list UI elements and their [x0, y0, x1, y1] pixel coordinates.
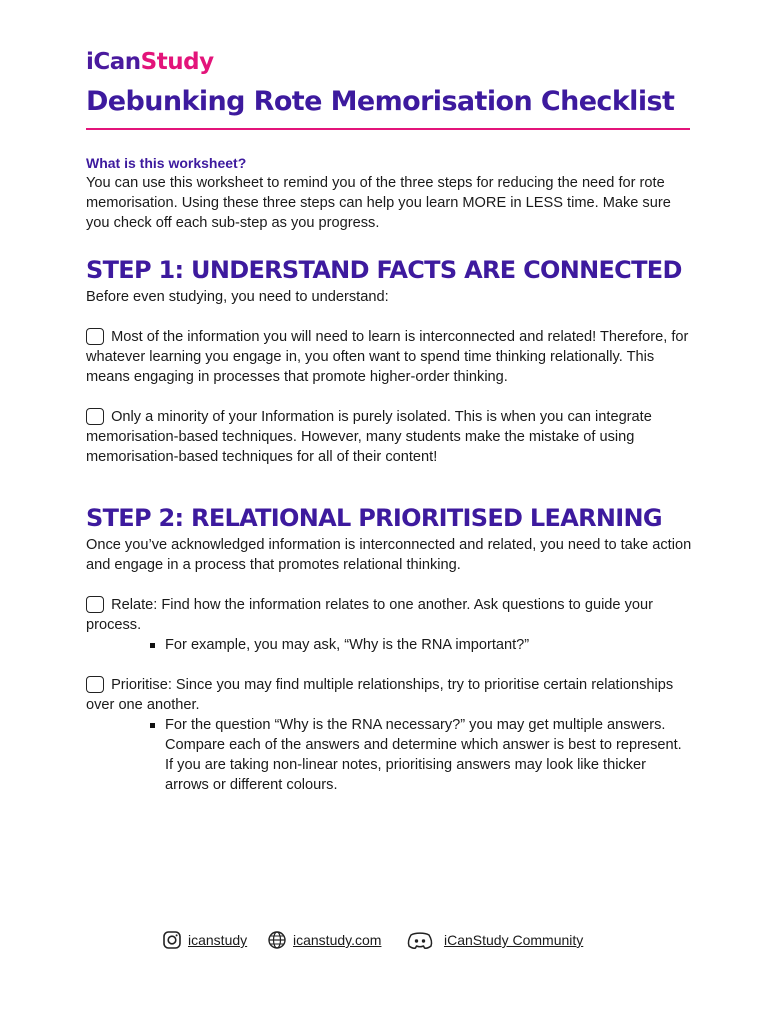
worksheet-page [86, 44, 692, 795]
logo-can: Can [93, 49, 141, 75]
step1-title: STEP 1: UNDERSTAND FACTS ARE CONNECTED [86, 256, 682, 284]
footer-website [267, 930, 381, 950]
footer [0, 930, 768, 952]
step2-checklist-item [86, 595, 692, 635]
title-divider [86, 128, 690, 130]
footer-discord [406, 930, 583, 950]
checkbox[interactable] [86, 676, 104, 693]
discord-link[interactable]: iCanStudy Community [444, 932, 584, 948]
website-link[interactable]: icanstudy.com [293, 932, 382, 948]
step2-lead: Once you’ve acknowledged information is interconnected and related, you need to take action and engage in a process that promotes relational thinking. [86, 537, 692, 573]
logo-study: Study [140, 49, 214, 75]
page-title: Debunking Rote Memorisation Checklist [86, 86, 675, 117]
step2-checklist-item [86, 675, 692, 715]
step1-lead: Before even studying, you need to understand: [86, 289, 389, 305]
logo-i: i [86, 49, 94, 75]
icanstudy-logo [86, 44, 692, 80]
instagram-link[interactable]: icanstudy [188, 932, 248, 948]
sub-bullet: For example, you may ask, “Why is the RNA important?” [86, 635, 692, 655]
checkbox[interactable] [86, 596, 104, 613]
step1-checklist-item [86, 327, 692, 387]
intro-text: You can use this worksheet to remind you of the three steps for reducing the need for rote memorisation. Using these three steps can help you learn MORE in LESS time. Make sure you check off each sub-step as you progress. [86, 175, 671, 231]
globe-icon [267, 930, 287, 950]
discord-icon [406, 930, 434, 950]
checklist-item-text: Most of the information you will need to learn is interconnected and related! Therefore, for whatever learning you engage in, you often want to spend time thinking relationally. This means engaging in processes that promote higher-order thinking. [86, 329, 689, 385]
step2-title: STEP 2: RELATIONAL PRIORITISED LEARNING [86, 504, 662, 532]
checklist-item-text: Prioritise: Since you may find multiple relationships, try to prioritise certain relationships over one another. [86, 677, 674, 713]
footer-instagram [162, 930, 247, 950]
checklist-item-text: Only a minority of your Information is purely isolated. This is when you can integrate memorisation-based techniques. However, many students make the mistake of using memorisation-based techniques for all of their content! [86, 409, 652, 465]
step1-checklist-item [86, 407, 692, 467]
checkbox[interactable] [86, 408, 104, 425]
checkbox[interactable] [86, 328, 104, 345]
instagram-icon [162, 930, 182, 950]
intro-question: What is this worksheet? [86, 155, 247, 171]
checklist-item-text: Relate: Find how the information relates to one another. Ask questions to guide your process. [86, 597, 653, 633]
sub-bullet: For the question “Why is the RNA necessary?” you may get multiple answers. Compare each of the answers and determine which answer is best to represent. If you are taking non-linear notes, prioritising answers may look like thicker arrows or different colours. [86, 715, 692, 795]
